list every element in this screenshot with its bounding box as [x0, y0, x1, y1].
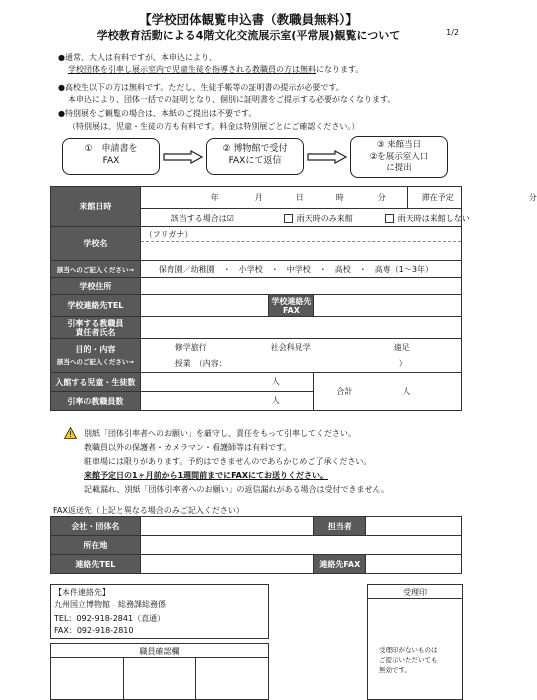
- contact-tel: TEL：092-918-2841（直通）: [54, 614, 166, 623]
- page-title: 【学校団体観覧申込書（教職員無料）】: [139, 12, 358, 27]
- purpose-label-1: 目的・内容: [75, 344, 116, 354]
- staff-unit: 人: [271, 396, 280, 405]
- school-type-label: 該当へのご記入ください→: [51, 261, 141, 278]
- leader-label: [51, 317, 141, 339]
- purpose-excursion: 遠足: [393, 343, 410, 352]
- fax-address-field[interactable]: [140, 536, 461, 555]
- staff-check-divider: [51, 657, 268, 658]
- school-type-options[interactable]: [140, 261, 461, 278]
- rain-visit-label: 雨天時のみ来館: [296, 214, 353, 223]
- page-subtitle: 学校教育活動による4階文化交流展示室(平常展)観覧について: [96, 29, 401, 42]
- application-form: [50, 186, 537, 411]
- rain-no-visit-label: 雨天時は来館しない: [397, 214, 470, 223]
- fax-company-field[interactable]: [140, 517, 314, 536]
- flow-step-1: [62, 138, 160, 175]
- leader-name-field[interactable]: [140, 317, 461, 339]
- school-fax-label-1: 学校連絡先: [271, 296, 312, 306]
- staff-check-title: 職員確認欄: [139, 647, 180, 656]
- visit-date-field[interactable]: [140, 187, 537, 209]
- students-unit: 人: [271, 377, 280, 386]
- school-tel-label: 学校連絡先TEL: [51, 295, 141, 317]
- purpose-trip: 修学旅行: [174, 343, 207, 352]
- total-label: 合計: [336, 387, 353, 396]
- fax-fax-field[interactable]: [366, 555, 462, 574]
- leader-label-2: 責任者氏名: [75, 327, 116, 337]
- note-1c: になります。: [316, 65, 364, 74]
- note-3b: （特別展は、児童・生徒の方も有料です。料金は特別展ごとにご確認ください。）: [68, 122, 360, 131]
- purpose-close: ）: [398, 359, 407, 368]
- unit-hour: 時: [335, 193, 344, 202]
- contact-fax: FAX：092-918-2810: [54, 626, 134, 635]
- school-address-label: 学校住所: [51, 278, 141, 295]
- staff-check-box: [50, 643, 269, 700]
- purpose-social: 社会科見学: [270, 343, 311, 352]
- students-count-field[interactable]: [140, 373, 314, 392]
- flow-step-3-line2: ②を展示室入口: [369, 151, 429, 162]
- warning-2: 教職員以外の保護者・カメラマン・看護師等は有料です。: [84, 443, 292, 452]
- flow-step-1-line1: ① 申請書を: [84, 144, 138, 154]
- receipt-note-2: ご提示いただいても: [379, 656, 438, 664]
- fax-return-form: [50, 516, 462, 574]
- arrow-right-icon: [307, 150, 347, 164]
- note-1b: 学校団体を引率し展示室内で児童生徒を指導される教職員の方は無料: [68, 65, 316, 74]
- school-name-field[interactable]: [140, 227, 461, 261]
- contact-org: 九州国立博物館 総務課総務係: [54, 600, 166, 609]
- flow-step-3: [350, 136, 448, 178]
- furigana-label: （フリガナ）: [144, 230, 193, 239]
- students-label: 入館する児童・生徒数: [51, 373, 141, 392]
- fax-company-label: 会社・団体名: [51, 517, 141, 536]
- unit-month: 月: [254, 193, 263, 202]
- purpose-label: [51, 339, 141, 373]
- receipt-note-1: 受理印がないものは: [379, 646, 438, 654]
- visit-date-label: 来館日時: [51, 187, 141, 227]
- school-fax-field[interactable]: [314, 295, 462, 317]
- flow-step-2-line2: FAXにて返信: [228, 156, 282, 166]
- flow-step-2: [206, 138, 304, 175]
- note-3a: ●特別展をご観覧の場合は、本紙のご提出は不要です。: [58, 109, 257, 118]
- school-types: 保育園／幼稚園 ・ 小学校 ・ 中学校 ・ 高校 ・ 高専（1～3年）: [158, 265, 433, 274]
- staff-check-col-2: [195, 657, 196, 699]
- note-2a: ●高校生以下の方は無料です。ただし、生徒手帳等の証明書の提示が必要です。: [58, 83, 344, 92]
- school-tel-field[interactable]: [140, 295, 269, 317]
- school-name-label: 学校名: [51, 227, 141, 261]
- stay-label: 滞在予定: [421, 193, 454, 202]
- unit-minute: 分: [377, 193, 386, 202]
- receipt-divider: [368, 598, 462, 599]
- school-address-field[interactable]: [140, 278, 461, 295]
- fax-tel-label: 連絡先TEL: [51, 555, 141, 574]
- stay-unit: 分: [528, 193, 537, 202]
- staff-count-field[interactable]: [140, 392, 314, 411]
- flow-step-2-line1: ② 博物館で受付: [222, 144, 288, 154]
- fax-tel-field[interactable]: [140, 555, 314, 574]
- contact-title: 【本件連絡先】: [54, 588, 110, 597]
- receipt-stamp-box: [367, 584, 463, 700]
- furigana-divider: [141, 241, 461, 242]
- note-1b-line: [68, 64, 363, 75]
- purpose-label-2: 該当へのご記入ください→: [56, 357, 134, 366]
- staff-check-col-1: [123, 657, 124, 699]
- flow-step-3-line1: ③ 来館当日: [376, 140, 422, 150]
- total-field[interactable]: [314, 373, 462, 411]
- unit-year: 年: [210, 193, 219, 202]
- receipt-note-3: 無効です。: [379, 666, 411, 674]
- warning-1: 別紙「団体引率者へのお願い」を厳守し、責任をもって引率してください。: [84, 429, 356, 438]
- flow-step-1-line2: FAX: [102, 156, 120, 166]
- warning-3: 駐車場には限りがあります。予約はできませんのであらかじめご了承ください。: [84, 457, 372, 466]
- contact-box: [50, 584, 269, 639]
- rain-no-visit-checkbox[interactable]: [385, 214, 394, 223]
- note-1a: ●通常、大人は有料ですが、本申込により、: [58, 53, 217, 62]
- fax-return-heading: FAX返送先（上記と異なる場合のみご記入ください）: [53, 506, 244, 515]
- unit-day: 日: [295, 193, 304, 202]
- page-number: 1/2: [446, 28, 459, 37]
- fax-fax-label: 連絡先FAX: [314, 555, 366, 574]
- purpose-class: 授業 （内容：: [174, 359, 227, 368]
- purpose-options[interactable]: [140, 339, 461, 373]
- arrow-right-icon: [163, 150, 203, 164]
- school-fax-label: [269, 295, 314, 317]
- warning-4: 来館予定日の1ヶ月前から1週間前までにFAXにてお送りください。: [84, 471, 329, 480]
- school-fax-label-2: FAX: [282, 305, 300, 315]
- warning-5: 記載漏れ、別紙「団体引率者へのお願い」の返信漏れがある場合は受付できません。: [84, 485, 389, 494]
- leader-label-1: 引率する教職員: [67, 318, 124, 328]
- receipt-title: 受理印: [403, 588, 427, 597]
- staff-label: 引率の教職員数: [51, 392, 141, 411]
- fax-person-label: 担当者: [314, 517, 366, 536]
- receipt-note: [379, 645, 438, 675]
- total-unit: 人: [402, 387, 411, 396]
- warning-icon: [64, 427, 77, 439]
- applicable-note: 該当する場合は☑: [170, 214, 234, 223]
- fax-person-field[interactable]: [366, 517, 462, 536]
- flow-step-3-line3: に提出: [386, 163, 412, 173]
- rain-visit-checkbox[interactable]: [284, 214, 293, 223]
- fax-address-label: 所在地: [51, 536, 141, 555]
- note-2b: 本申込により、団体一括での証明となり、個別に証明書をご提示する必要がなくなります。: [68, 95, 396, 104]
- divider: [407, 187, 408, 209]
- rain-options: [140, 209, 470, 227]
